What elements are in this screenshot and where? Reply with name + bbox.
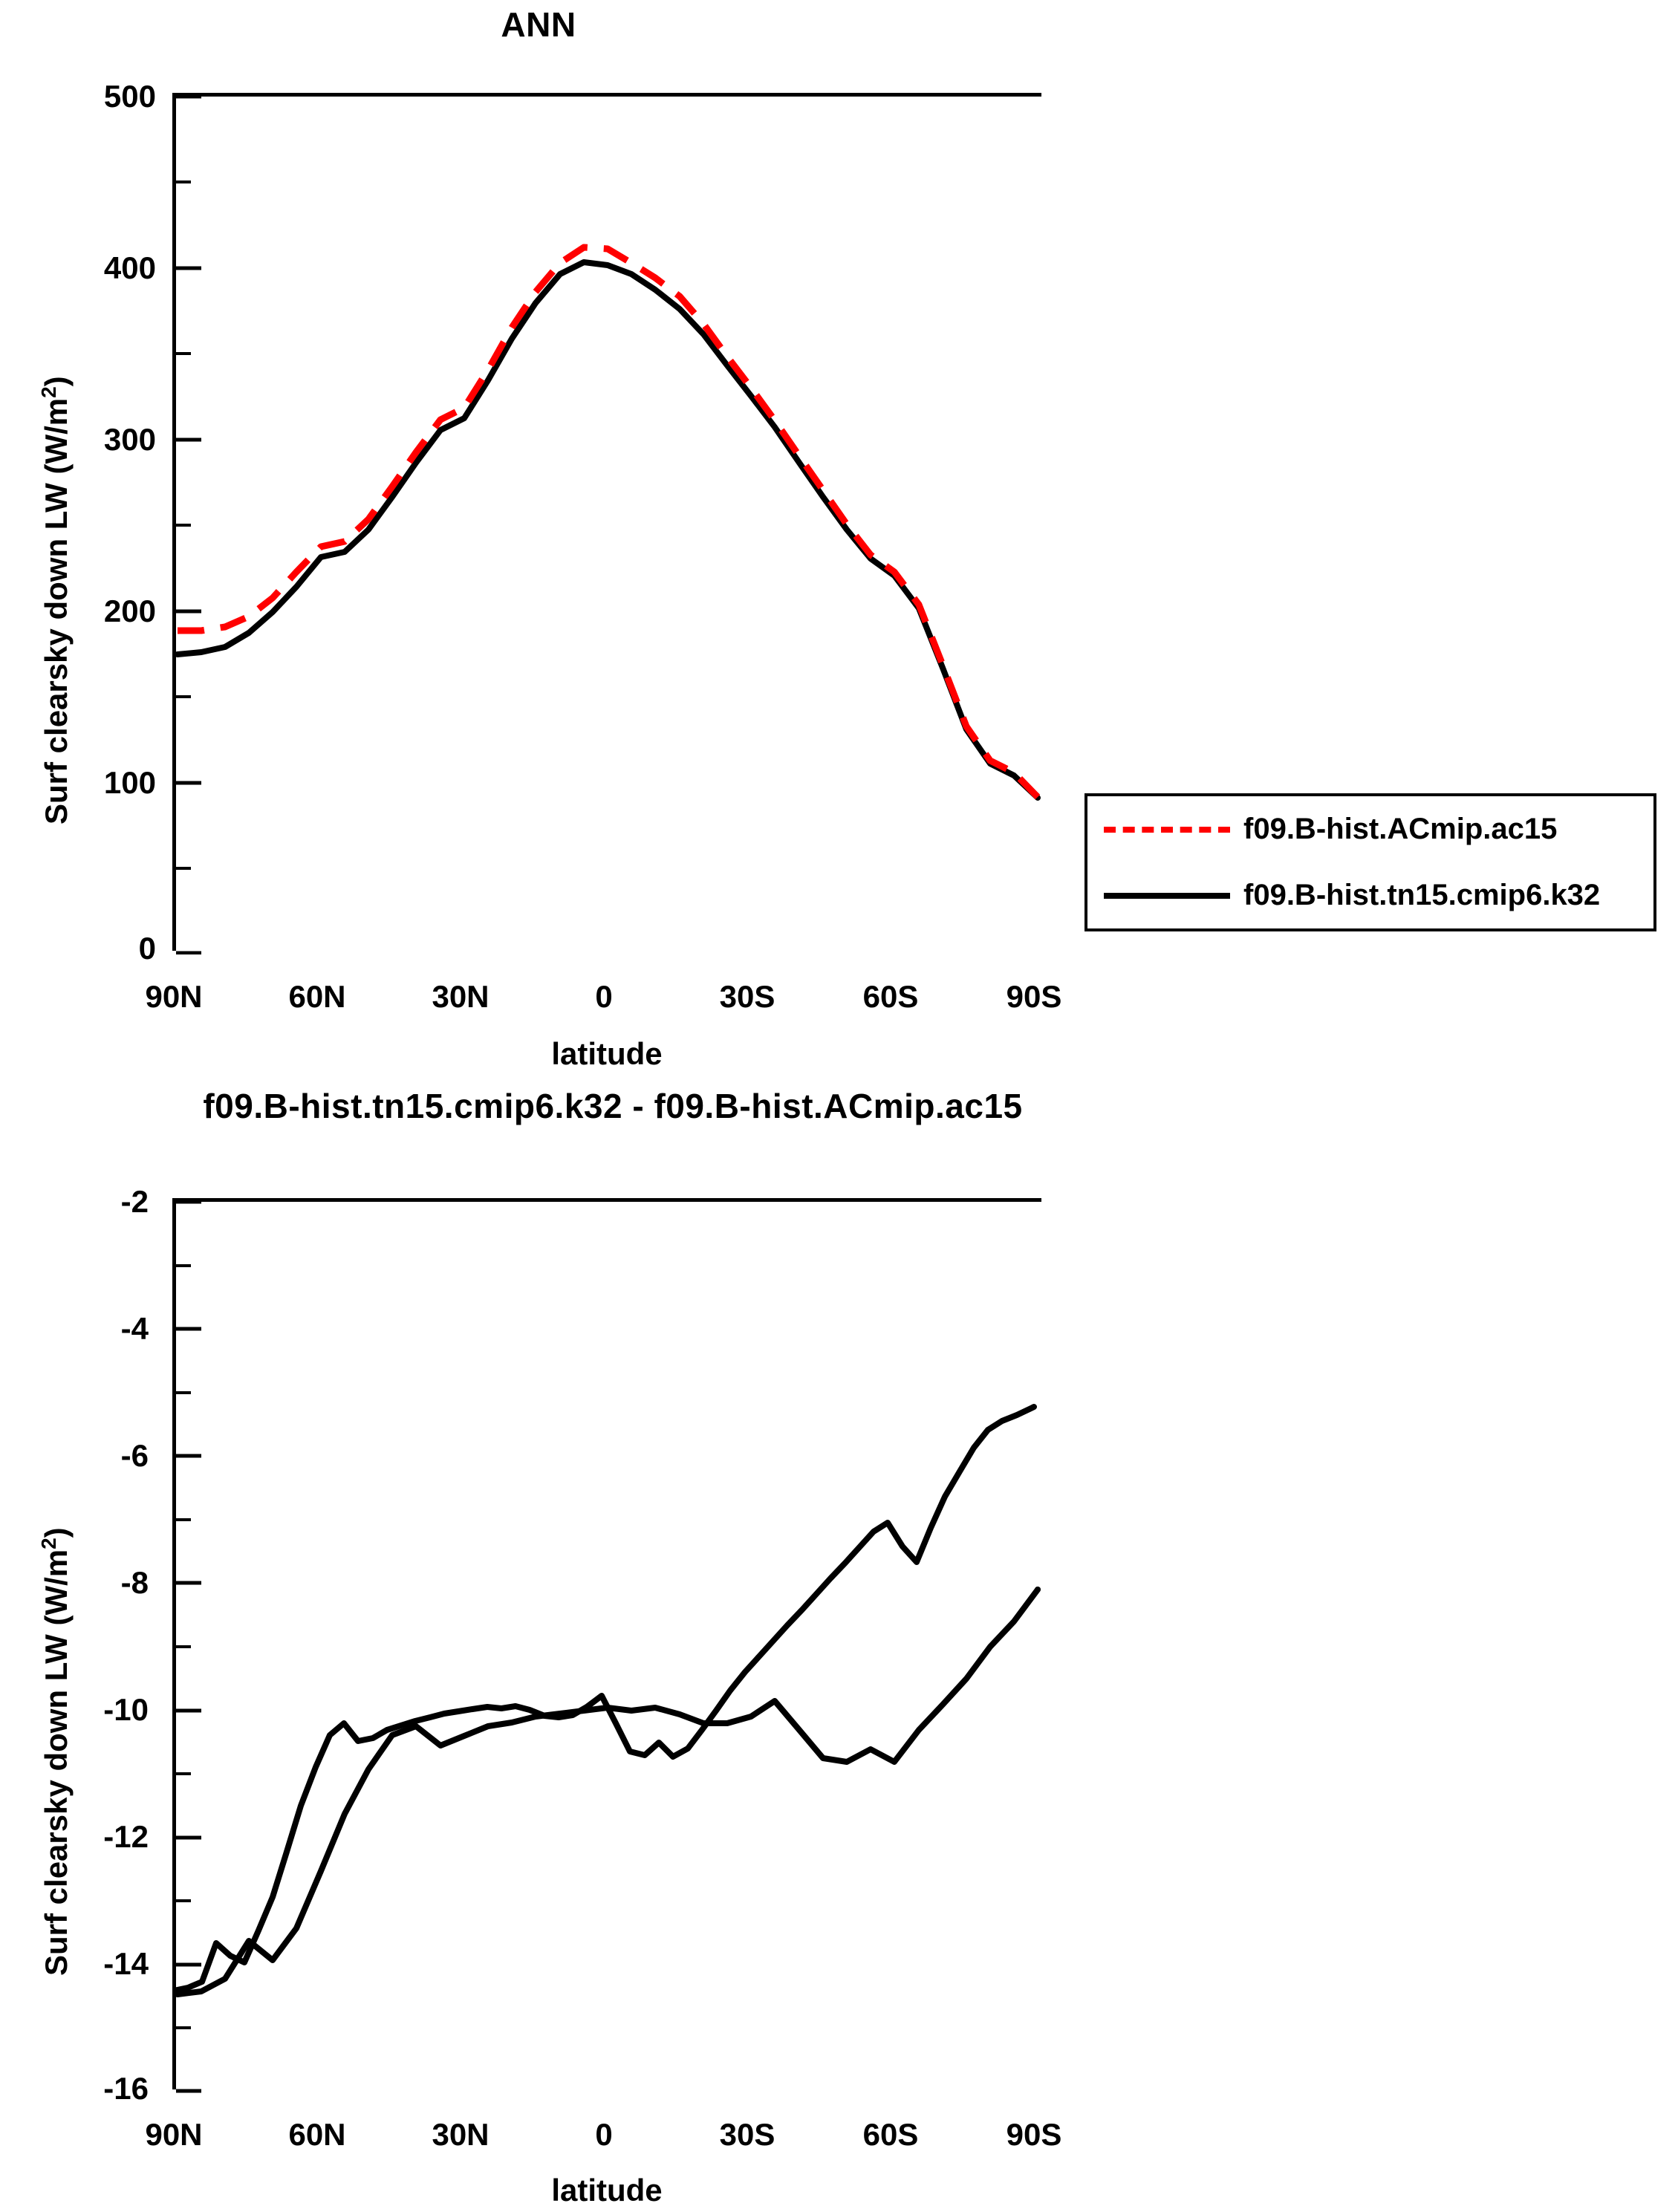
- difference-plot-title: f09.B-hist.tn15.cmip6.k32 - f09.B-hist.ACmip.ac15: [203, 1087, 1023, 1125]
- x-tick-label-bottom-90S: 90S: [1006, 2117, 1062, 2152]
- x-tick-label-bottom-30N: 30N: [432, 2117, 490, 2152]
- y-tick-label-top-300: 300: [103, 422, 156, 457]
- y-tick-label-bottom-neg12: -12: [103, 1819, 149, 1854]
- legend-label-cmip6: f09.B-hist.tn15.cmip6.k32: [1243, 879, 1601, 911]
- y-tick-label-bottom-neg16: -16: [103, 2071, 149, 2106]
- y-tick-label-bottom-neg6: -6: [120, 1438, 149, 1473]
- plot-svg-top: [176, 97, 1045, 954]
- legend-label-acmip: f09.B-hist.ACmip.ac15: [1243, 813, 1558, 845]
- y-tick-label-top-500: 500: [103, 79, 156, 114]
- y-axis-label-bottom-tail: ): [39, 1527, 74, 1538]
- y-axis-label-top-superscript: 2: [37, 386, 60, 398]
- x-tick-label-top-60S: 60S: [862, 979, 919, 1014]
- y-axis-label-top-text: Surf clearsky down LW (W/m: [39, 397, 74, 824]
- plot-area-top: [172, 93, 1041, 951]
- y-tick-label-bottom-neg14: -14: [103, 1946, 149, 1981]
- y-tick-label-bottom-neg4: -4: [120, 1311, 149, 1346]
- y-axis-label-bottom-superscript: 2: [37, 1538, 60, 1549]
- series-line-black-top: [178, 262, 1038, 798]
- y-tick-label-bottom-neg10: -10: [103, 1692, 149, 1727]
- y-axis-label-top-tail: ): [39, 376, 74, 387]
- legend: [1084, 793, 1656, 931]
- x-tick-label-bottom-60N: 60N: [288, 2117, 346, 2152]
- x-tick-label-top-60N: 60N: [288, 979, 346, 1014]
- y-tick-label-top-100: 100: [103, 765, 156, 800]
- x-tick-label-bottom-0: 0: [595, 2117, 613, 2152]
- y-tick-label-top-200: 200: [103, 593, 156, 628]
- y-tick-label-top-400: 400: [103, 250, 156, 285]
- x-tick-label-top-90S: 90S: [1006, 979, 1062, 1014]
- y-tick-label-top-0: 0: [138, 931, 156, 966]
- x-tick-label-top-30N: 30N: [432, 979, 490, 1014]
- x-axis-label-bottom: latitude: [551, 2173, 663, 2208]
- series-line-red-top: [178, 247, 1038, 797]
- page-title: ANN: [501, 5, 576, 44]
- y-axis-label-bottom-text: Surf clearsky down LW (W/m: [39, 1549, 74, 1976]
- legend-item-cmip6: [1087, 862, 1653, 928]
- series-line-difference-full: [174, 1407, 1034, 1991]
- y-minor-ticks-top: [176, 182, 191, 868]
- x-axis-label-top: latitude: [551, 1036, 663, 1071]
- plot-svg-bottom-overlay: [172, 1198, 1041, 2089]
- x-tick-label-bottom-90N: 90N: [145, 2117, 203, 2152]
- x-tick-label-top-90N: 90N: [145, 979, 203, 1014]
- x-tick-label-top-0: 0: [595, 979, 613, 1014]
- x-tick-label-top-30S: 30S: [719, 979, 775, 1014]
- plot-overlay-bottom: [172, 1198, 1041, 2089]
- y-tick-label-bottom-neg2: -2: [120, 1184, 149, 1219]
- x-tick-label-bottom-30S: 30S: [719, 2117, 775, 2152]
- y-tick-label-bottom-neg8: -8: [120, 1565, 149, 1600]
- legend-item-acmip: [1087, 796, 1653, 862]
- x-tick-label-bottom-60S: 60S: [862, 2117, 919, 2152]
